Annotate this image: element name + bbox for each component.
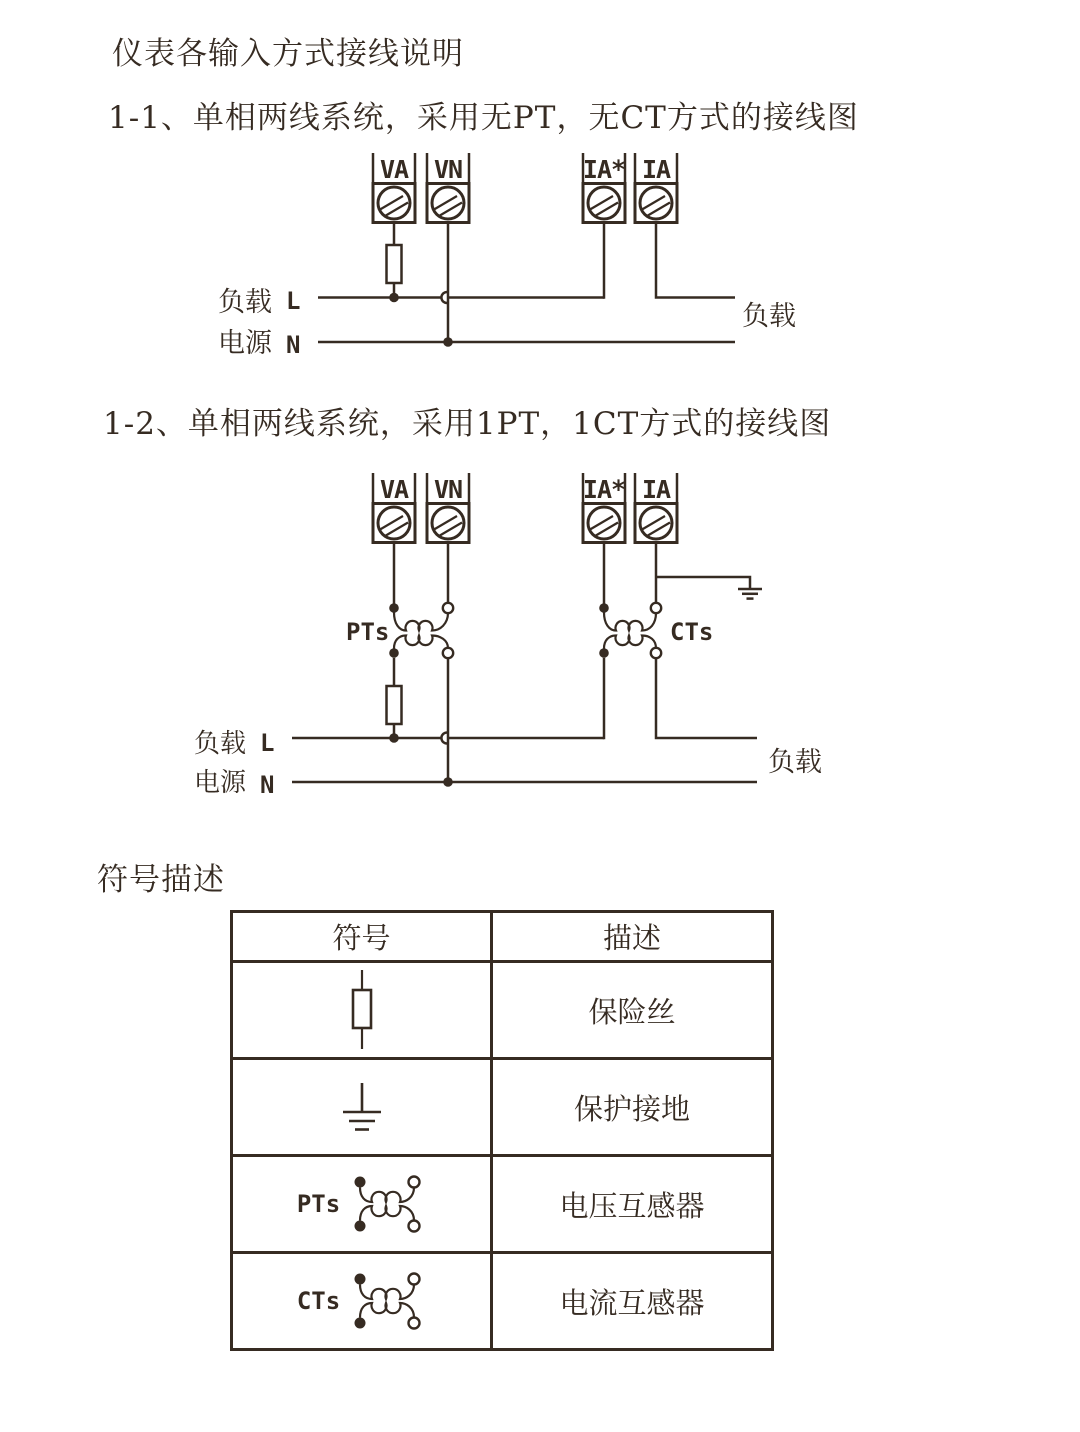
ct-description: 电流互感器 xyxy=(492,1253,773,1350)
label-source-left: 电源 xyxy=(218,328,272,359)
terminal-ia-label: IA xyxy=(641,475,671,504)
earth-description: 保护接地 xyxy=(492,1059,773,1156)
table-row-ct xyxy=(232,1253,773,1350)
terminal-va-label: VA xyxy=(379,155,409,184)
terminal-vn xyxy=(427,153,469,223)
fuse-description: 保险丝 xyxy=(492,962,773,1059)
label-line-L: L xyxy=(260,729,275,757)
pt-winding-primary xyxy=(394,613,448,631)
terminal-va-label: VA xyxy=(379,475,409,504)
ct-winding-primary xyxy=(604,613,656,631)
pt-winding-secondary xyxy=(394,636,448,649)
label-load-right: 负载 xyxy=(742,301,796,332)
fuse-branch xyxy=(387,658,402,738)
terminal-va xyxy=(373,153,415,223)
section-1-heading: 1-1、单相两线系统，采用无PT，无CT方式的接线图 xyxy=(108,100,859,136)
junction-dot xyxy=(389,733,399,743)
section-2-heading: 1-2、单相两线系统，采用1PT，1CT方式的接线图 xyxy=(103,406,832,442)
voltage-transformer-icon xyxy=(350,1173,426,1235)
label-load-right: 负载 xyxy=(768,747,822,778)
terminal-ia-star xyxy=(583,153,625,223)
label-load-left: 负载 xyxy=(194,729,247,759)
ct-winding-secondary xyxy=(604,636,656,649)
table-header-row xyxy=(232,912,773,962)
junction-dot xyxy=(443,777,453,787)
terminal-ia xyxy=(635,473,677,543)
terminal-ia-label: IA xyxy=(641,155,671,184)
ct-label: CTs xyxy=(670,618,714,646)
junction-dot xyxy=(389,293,399,303)
ia-load-branch xyxy=(656,658,757,738)
terminal-vn xyxy=(427,473,469,543)
col-header-symbol: 符号 xyxy=(232,912,492,962)
terminal-vn-label: VN xyxy=(433,475,463,504)
label-neutral-N: N xyxy=(286,331,301,359)
col-header-description: 描述 xyxy=(492,912,773,962)
terminal-ia-star-label: IA* xyxy=(582,155,626,184)
pt-description: 电压互感器 xyxy=(492,1156,773,1253)
label-load-left: 负载 xyxy=(218,287,272,318)
label-source-left: 电源 xyxy=(194,768,247,798)
fuse-symbol xyxy=(387,245,402,283)
pt-symbol-label: PTs xyxy=(296,1190,341,1218)
earth-icon xyxy=(338,1081,386,1133)
terminal-va xyxy=(373,473,415,543)
fuse-branch xyxy=(387,223,402,299)
ct-transformer xyxy=(599,543,762,659)
fuse-icon xyxy=(342,970,382,1050)
symbols-heading: 符号描述 xyxy=(97,862,225,898)
junction-dot xyxy=(443,337,453,347)
fuse-symbol xyxy=(387,686,402,724)
earth-connection xyxy=(656,577,762,599)
page-title: 仪表各输入方式接线说明 xyxy=(112,36,464,72)
label-neutral-N: N xyxy=(260,771,275,799)
wiring-diagram-1pt-1ct xyxy=(0,455,1080,805)
terminal-ia xyxy=(635,153,677,223)
current-transformer-icon xyxy=(350,1270,426,1332)
label-line-L: L xyxy=(286,287,301,315)
table-row-earth xyxy=(232,1059,773,1156)
ia-load-branch xyxy=(656,223,735,298)
ct-symbol-label: CTs xyxy=(296,1287,341,1315)
wiring-diagram-no-pt-no-ct xyxy=(0,138,1080,368)
terminal-ia-star xyxy=(583,473,625,543)
table-row-fuse xyxy=(232,962,773,1059)
pt-transformer xyxy=(346,543,453,659)
table-row-pt xyxy=(232,1156,773,1253)
terminal-ia-star-label: IA* xyxy=(582,475,626,504)
symbol-table xyxy=(230,910,774,1351)
terminal-vn-label: VN xyxy=(433,155,463,184)
pt-label: PTs xyxy=(346,618,390,646)
